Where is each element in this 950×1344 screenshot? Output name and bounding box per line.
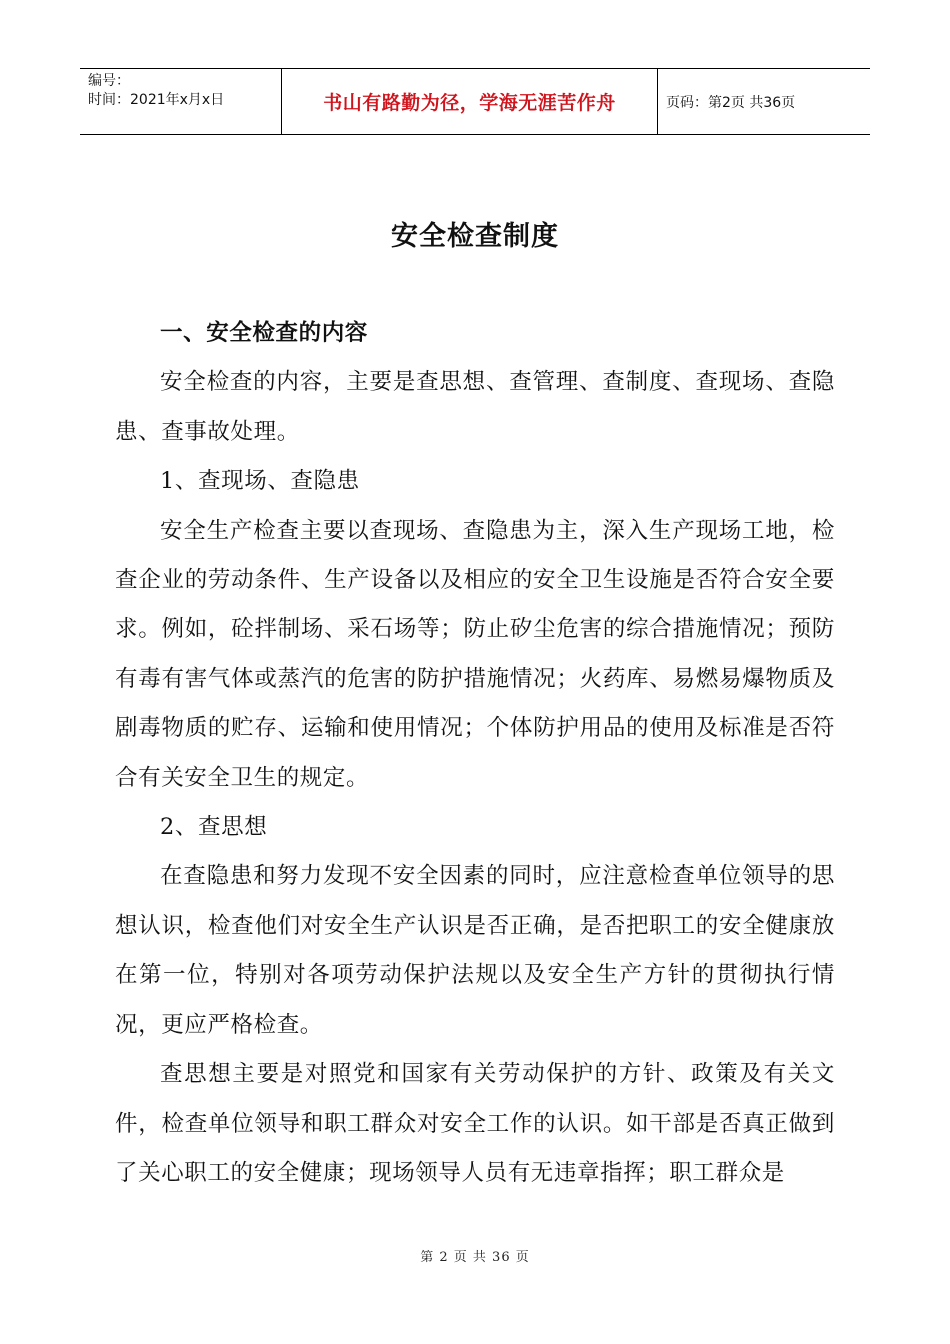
subsection-heading: 1、查现场、查隐患 xyxy=(160,468,360,495)
body-paragraph: 安全生产检查主要以查现场、查隐患为主，深入生产现场工地，检查企业的劳动条件、生产设备以及相应的安全卫生设施是否符合安全要求。例如，砼拌制场、采石场等；防止矽尘危害的综合措施情况；预防有毒有害气体或蒸汽的危害的防护措施情况；火药库、易燃易爆物质及剧毒物质的贮存、运输和使用情况；个体防护用品的使用及标准是否符合有关安全卫生的规定。 xyxy=(115,517,835,791)
document-number-label: 编号： xyxy=(88,73,130,89)
subsection-heading: 2、查思想 xyxy=(160,814,268,841)
document-title: 安全检查制度 xyxy=(391,221,559,252)
document-time-label: 时间：2021年x月x日 xyxy=(88,92,225,108)
body-paragraph: 在查隐患和努力发现不安全因素的同时，应注意检查单位领导的思想认识，检查他们对安全生产认识是否正确，是否把职工的安全健康放在第一位，特别对各项劳动保护法规以及安全生产方针的贯彻执行情况，更应严格检查。 xyxy=(115,863,835,1038)
section-heading: 一、安全检查的内容 xyxy=(160,320,368,346)
header-page-info: 页码：第2页 共36页 xyxy=(666,94,796,111)
body-paragraph: 安全检查的内容，主要是查思想、查管理、查制度、查现场、查隐患、查事故处理。 xyxy=(115,369,835,445)
header-motto: 书山有路勤为径，学海无涯苦作舟 xyxy=(282,69,658,134)
header-table xyxy=(80,68,870,135)
body-paragraph: 查思想主要是对照党和国家有关劳动保护的方针、政策及有关文件，检查单位领导和职工群众对安全工作的认识。如干部是否真正做到了关心职工的安全健康；现场领导人员有无违章指挥；职工群众是 xyxy=(115,1061,835,1186)
header-meta-cell xyxy=(80,69,282,134)
page-footer: 第 2 页 共 36 页 xyxy=(420,1250,530,1265)
document-body xyxy=(115,309,835,1198)
